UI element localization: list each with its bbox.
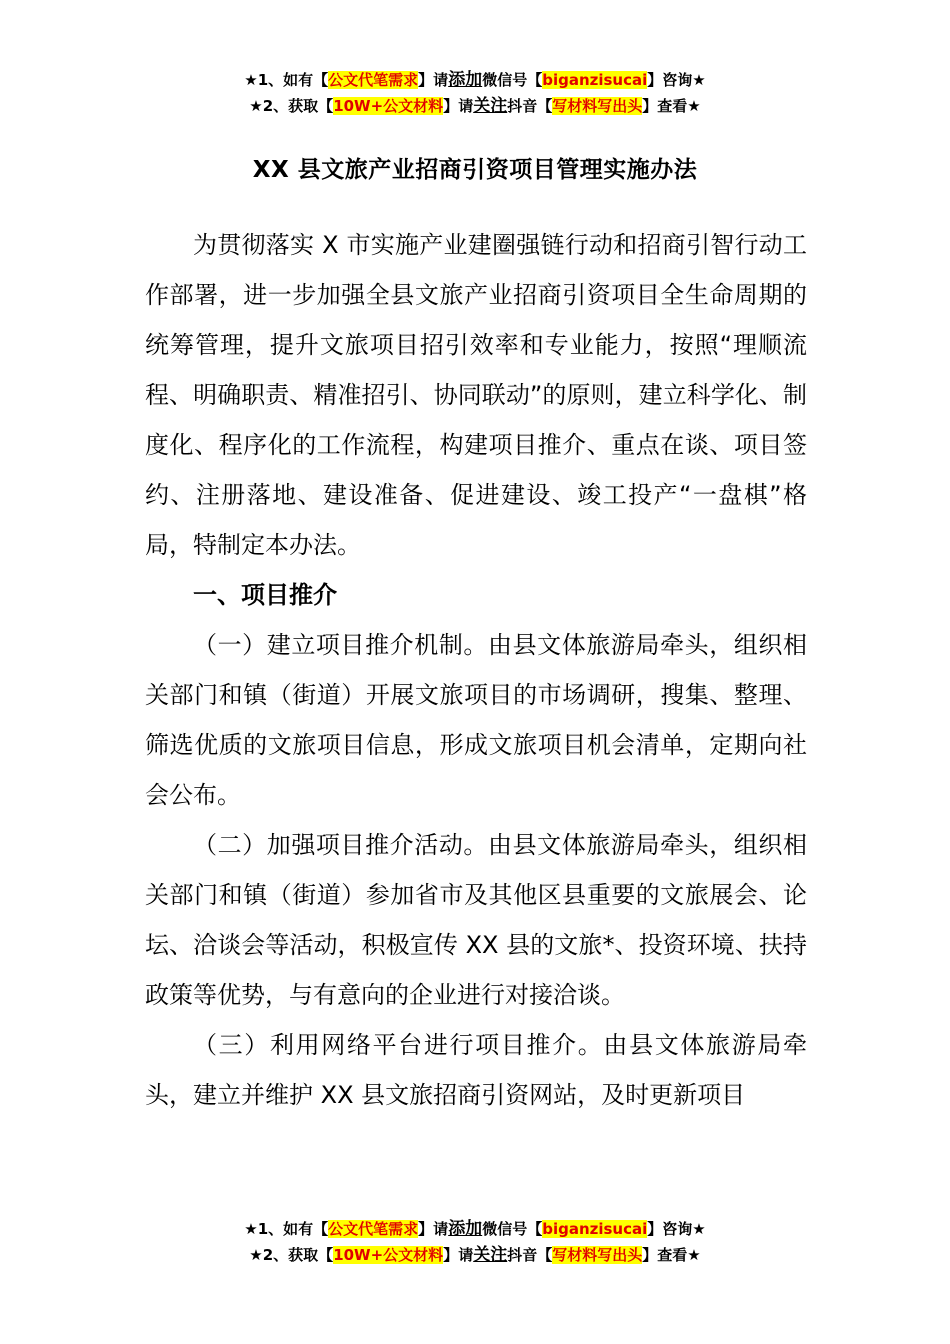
banner-text: 】查看★ xyxy=(642,1246,701,1264)
section-heading: 一、项目推介 xyxy=(193,581,337,609)
document-body xyxy=(145,220,807,1120)
banner-line-2 xyxy=(0,1242,950,1268)
highlight-materials: 10W+公文材料 xyxy=(333,1246,444,1264)
highlight-wechat-id: biganzisucai xyxy=(542,1220,648,1238)
banner-line-1 xyxy=(0,1216,950,1242)
highlight-douyin-id: 写材料写出头 xyxy=(552,1246,643,1264)
banner-text: 】咨询★ xyxy=(647,71,706,89)
banner-text: ★2、获取【 xyxy=(249,97,334,115)
highlight-service: 公文代笔需求 xyxy=(328,71,419,89)
header-banner xyxy=(0,67,950,119)
paragraph-3: （三）利用网络平台进行项目推介。由县文体旅游局牵头，建立并维护 XX 县文旅招商引资网站，及时更新项目 xyxy=(145,1031,807,1109)
highlight-materials: 10W+公文材料 xyxy=(333,97,444,115)
highlight-service: 公文代笔需求 xyxy=(328,1220,419,1238)
paragraph-2: （二）加强项目推介活动。由县文体旅游局牵头，组织相关部门和镇（街道）参加省市及其他区县重要的文旅展会、论坛、洽谈会等活动，积极宣传 XX 县的文旅*、投资环境、扶持政策等优势，与有意向的企业进行对接洽谈。 xyxy=(145,831,807,1009)
banner-text: 微信号【 xyxy=(482,71,543,89)
banner-text: ★1、如有【 xyxy=(244,71,329,89)
intro-paragraph: 为贯彻落实 X 市实施产业建圈强链行动和招商引智行动工作部署，进一步加强全县文旅产业招商引资项目全生命周期的统筹管理，提升文旅项目招引效率和专业能力，按照“理顺流程、明确职责、精准招引、协同联动”的原则，建立科学化、制度化、程序化的工作流程，构建项目推介、重点在谈、项目签约、注册落地、建设准备、促进建设、竣工投产“一盘棋”格局，特制定本办法。 xyxy=(145,231,807,559)
banner-text: 】查看★ xyxy=(642,97,701,115)
banner-text: 抖音【 xyxy=(507,97,553,115)
banner-text: ★2、获取【 xyxy=(249,1246,334,1264)
banner-text: 微信号【 xyxy=(482,1220,543,1238)
banner-emphasis: 关注 xyxy=(473,96,508,116)
banner-text: 】请 xyxy=(443,97,474,115)
banner-text: 抖音【 xyxy=(507,1246,553,1264)
banner-line-1 xyxy=(0,67,950,93)
banner-line-2 xyxy=(0,93,950,119)
banner-emphasis: 关注 xyxy=(473,1245,508,1265)
banner-text: 】请 xyxy=(443,1246,474,1264)
banner-text: 】请 xyxy=(418,1220,449,1238)
banner-emphasis: 添加 xyxy=(448,1219,483,1239)
highlight-wechat-id: biganzisucai xyxy=(542,71,648,89)
banner-text: 】咨询★ xyxy=(647,1220,706,1238)
banner-emphasis: 添加 xyxy=(448,70,483,90)
document-title: XX 县文旅产业招商引资项目管理实施办法 xyxy=(252,157,698,183)
banner-text: ★1、如有【 xyxy=(244,1220,329,1238)
paragraph-1: （一）建立项目推介机制。由县文体旅游局牵头，组织相关部门和镇（街道）开展文旅项目的市场调研，搜集、整理、筛选优质的文旅项目信息，形成文旅项目机会清单，定期向社会公布。 xyxy=(145,631,807,809)
footer-banner xyxy=(0,1216,950,1268)
banner-text: 】请 xyxy=(418,71,449,89)
highlight-douyin-id: 写材料写出头 xyxy=(552,97,643,115)
